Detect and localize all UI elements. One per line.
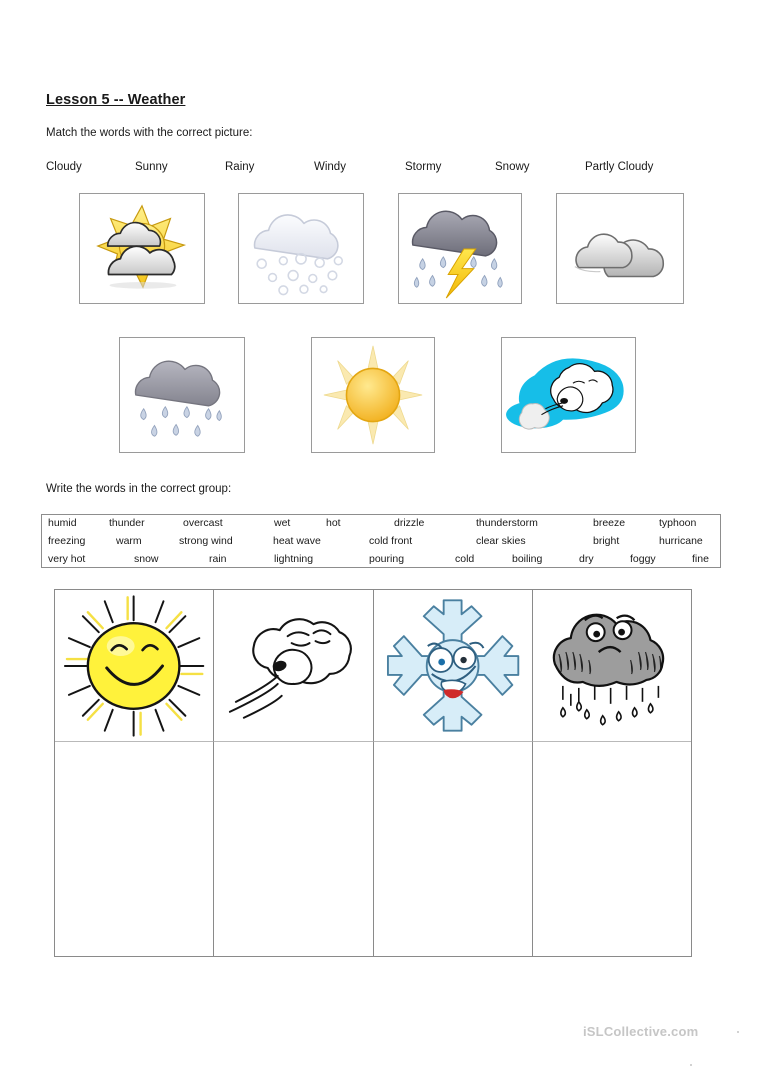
word-hurricane[interactable]: hurricane <box>659 535 703 547</box>
category-answer-row <box>55 742 691 956</box>
word-pouring[interactable]: pouring <box>369 553 405 565</box>
category-cell-windy <box>214 590 373 742</box>
windy-face-icon <box>502 338 635 452</box>
match-word-windy: Windy <box>314 161 346 173</box>
word-thunderstorm[interactable]: thunderstorm <box>476 517 538 529</box>
category-cell-snowy <box>374 590 533 742</box>
word-clear-skies[interactable]: clear skies <box>476 535 526 547</box>
picture-box-snowy[interactable] <box>238 193 364 304</box>
answer-cell-windy[interactable] <box>214 742 373 956</box>
word-overcast[interactable]: overcast <box>183 517 223 529</box>
picture-box-partly-cloudy[interactable] <box>79 193 205 304</box>
word-boiling[interactable]: boiling <box>512 553 543 565</box>
instruction-match: Match the words with the correct picture: <box>46 127 253 139</box>
picture-box-sunny[interactable] <box>311 337 435 453</box>
page-dot-1 <box>737 1031 739 1033</box>
word-thunder[interactable]: thunder <box>109 517 145 529</box>
word-strong-wind[interactable]: strong wind <box>179 535 233 547</box>
rain-cloud-icon <box>120 338 244 452</box>
word-bank <box>41 514 721 568</box>
match-word-cloudy: Cloudy <box>46 161 82 173</box>
picture-box-cloudy[interactable] <box>556 193 684 304</box>
word-typhoon[interactable]: typhoon <box>659 517 697 529</box>
sad-rain-cloud-icon <box>533 590 691 741</box>
storm-cloud-icon <box>399 194 521 303</box>
word-bank-row-1 <box>42 515 720 533</box>
word-fine[interactable]: fine <box>692 553 709 565</box>
page-dot-2 <box>690 1064 692 1066</box>
word-cold-front[interactable]: cold front <box>369 535 413 547</box>
answer-cell-snowy[interactable] <box>374 742 533 956</box>
word-breeze[interactable]: breeze <box>593 517 626 529</box>
category-cell-rainy <box>533 590 691 742</box>
match-word-stormy: Stormy <box>405 161 442 173</box>
word-very-hot[interactable]: very hot <box>48 553 86 565</box>
cloudy-icon <box>557 194 683 303</box>
word-freezing[interactable]: freezing <box>48 535 86 547</box>
match-word-partly-cloudy: Partly Cloudy <box>585 161 654 173</box>
word-foggy[interactable]: foggy <box>630 553 656 565</box>
snowy-cloud-icon <box>239 194 363 303</box>
word-heat-wave[interactable]: heat wave <box>273 535 321 547</box>
word-rain[interactable]: rain <box>209 553 227 565</box>
partly-cloudy-icon <box>80 194 204 303</box>
category-cell-sunny <box>55 590 214 742</box>
word-drizzle[interactable]: drizzle <box>394 517 425 529</box>
answer-cell-sunny[interactable] <box>55 742 214 956</box>
category-table <box>54 589 692 957</box>
word-wet[interactable]: wet <box>274 517 291 529</box>
match-word-rainy: Rainy <box>225 161 255 173</box>
page-title: Lesson 5 -- Weather <box>46 92 186 108</box>
picture-box-stormy[interactable] <box>398 193 522 304</box>
word-cold[interactable]: cold <box>455 553 475 565</box>
word-bank-row-2 <box>42 533 720 551</box>
match-word-row <box>46 161 718 177</box>
word-hot[interactable]: hot <box>326 517 341 529</box>
picture-box-windy[interactable] <box>501 337 636 453</box>
blowing-wind-icon <box>214 590 372 741</box>
match-word-sunny: Sunny <box>135 161 168 173</box>
answer-cell-rainy[interactable] <box>533 742 691 956</box>
snowflake-face-icon <box>374 590 532 741</box>
instruction-group: Write the words in the correct group: <box>46 483 232 495</box>
word-warm[interactable]: warm <box>116 535 142 547</box>
picture-box-rainy[interactable] <box>119 337 245 453</box>
watermark: iSLCollective.com <box>583 1024 699 1039</box>
word-bright[interactable]: bright <box>593 535 620 547</box>
word-snow[interactable]: snow <box>134 553 159 565</box>
word-dry[interactable]: dry <box>579 553 594 565</box>
word-bank-row-3 <box>42 551 720 569</box>
word-humid[interactable]: humid <box>48 517 77 529</box>
sun-icon <box>312 338 434 452</box>
match-word-snowy: Snowy <box>495 161 530 173</box>
smiling-sun-icon <box>55 590 213 741</box>
word-lightning[interactable]: lightning <box>274 553 314 565</box>
category-header-row <box>55 590 691 742</box>
